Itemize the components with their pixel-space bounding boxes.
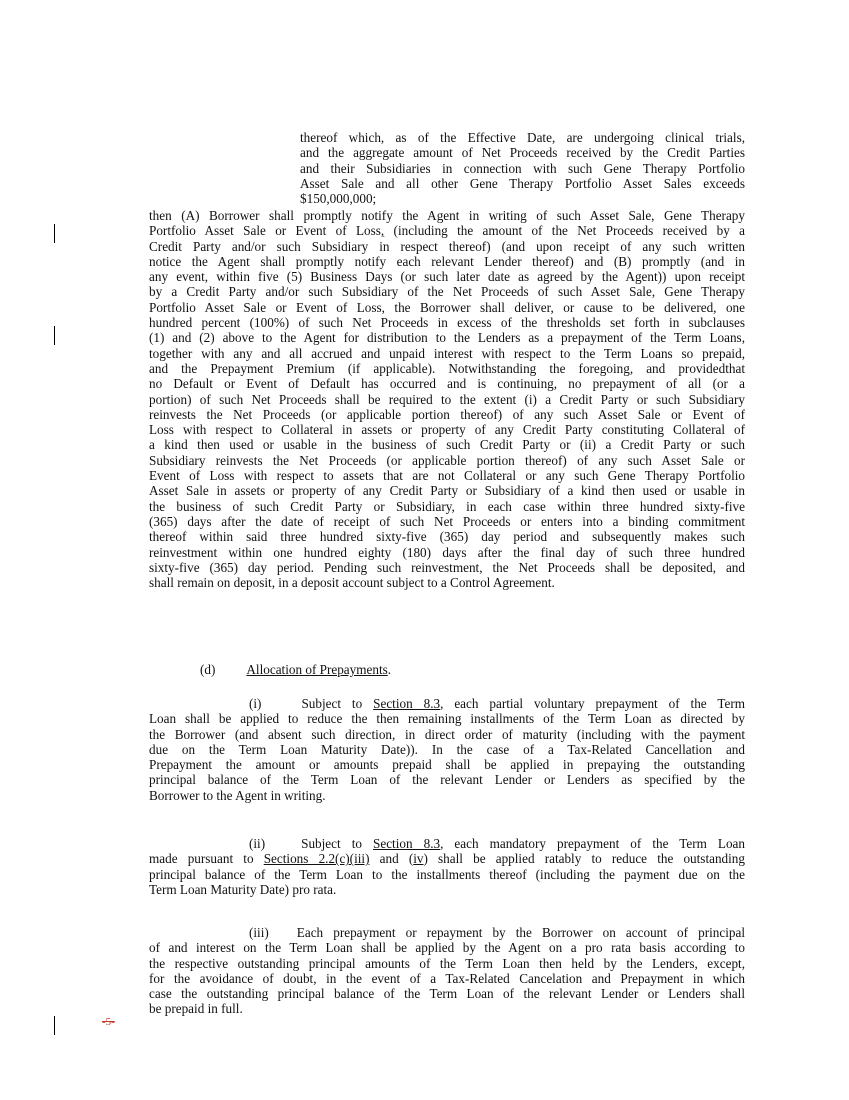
text-line: Asset Sale and all other Gene Therapy Portfolio Asset Sales exceeds [300,175,745,191]
text-line [149,696,745,711]
subsection-i [149,696,745,803]
text-run: made pursuant to [149,851,264,867]
text-line: (1) and (2) above to the Agent for distribution to the Lenders as a prepayment of the Term Loans, [149,330,745,346]
text-line: the business of such Credit Party or Subsidiary, in each case within three hundred sixty-five [149,498,745,514]
section-reference: Sections 2.2(c)(iii) [263,851,370,867]
inserted-comma: , [380,223,385,239]
text-line: Loss with respect to Collateral in assets or property of any Credit Party constituting Collateral of [149,422,745,438]
section-title: Allocation of Prepayments [246,662,388,677]
section-reference: Section 8.3 [373,696,441,711]
text-line: principal balance of the Term Loan of the relevant Lender or Lenders as specified by the [149,772,745,788]
text-line: be prepaid in full. [149,1001,243,1017]
text-run: Portfolio Asset Sale or Event of Loss [149,223,381,239]
text-run: Each prepayment or repayment by the Borrower on account of principal [296,925,745,940]
text-line [149,925,745,940]
subsection-label: (iii) [249,925,269,940]
text-line: Credit Party and/or such Subsidiary in respect thereof) (and upon receipt of any such written [149,238,745,254]
text-line: Loan shall be applied to reduce the then remaining installments of the Term Loan as directed by [149,711,745,727]
subsection-ii [149,836,745,897]
text-line: thereof within said three hundred sixty-five (365) day period and subsequently makes such [149,529,745,545]
text-line: and the Prepayment Premium (if applicable). Notwithstanding the foregoing, and providedthat [149,360,745,376]
text-line: Subsidiary reinvests the Net Proceeds (or applicable portion thereof) of any such Asset Sale or [149,452,745,468]
text-line: reinvestment within one hundred eighty (180) days after the final day of such three hundred [149,544,745,560]
text-run: (including the amount of the Net Proceeds received by a [384,223,745,239]
text-line: Asset Sale in assets or property of any Credit Party or Subsidiary of a kind then used or usable in [149,483,745,499]
text-line: due on the Term Loan Maturity Date)). In the case of a Tax-Related Cancellation and [149,741,745,757]
clause-top [300,130,745,206]
text-line [149,836,745,851]
text-line: Term Loan Maturity Date) pro rata. [149,881,337,897]
text-line: Portfolio Asset Sale or Event of Loss, the Borrower shall deliver, or cause to be delivered, one [149,299,745,315]
text-line: then (A) Borrower shall promptly notify the Agent in writing of such Asset Sale, Gene Therapy [149,208,745,223]
text-line: a kind then used or usable in the business of such Credit Party or (ii) a Credit Party or such [149,437,745,453]
text-run: Subject to [301,836,374,851]
text-line: case the outstanding principal balance of the Term Loan of the relevant Lender or Lenders shall [149,986,745,1002]
text-run: , each partial voluntary prepayment of the Term [440,696,745,711]
text-line: of and interest on the Term Loan shall be applied by the Agent on a pro rata basis according to [149,940,745,956]
text-line: (365) days after the date of receipt of such Net Proceeds or enters into a binding commitment [149,513,745,529]
text-line: together with any and all accrued and unpaid interest with respect to the Term Loans so prepaid, [149,345,745,361]
text-run: ) shall be applied ratably to reduce the outstanding [423,851,745,867]
main-paragraph [149,208,745,590]
text-run: , each mandatory prepayment of the Term Loan [440,836,745,851]
text-line [149,223,745,238]
change-bar [54,1016,55,1035]
text-line: Borrower to the Agent in writing. [149,787,326,803]
text-line: reinvests the Net Proceeds (or applicable portion thereof) of any such Asset Sale or Event of [149,406,745,422]
section-label: (d) [200,662,216,677]
text-line: and their Subsidiaries in connection with such Gene Therapy Portfolio [300,160,745,176]
text-run: and ( [369,851,414,867]
section-d-heading [200,662,600,677]
section-reference: Section 8.3 [373,836,441,851]
text-run: Subject to [301,696,374,711]
text-line: for the avoidance of doubt, in the event of a Tax-Related Cancelation and Prepayment in which [149,970,745,986]
text-line: shall remain on deposit, in a deposit account subject to a Control Agreement. [149,575,555,591]
text-line: notice the Agent shall promptly notify each relevant Lender thereof) and (B) promptly (and in [149,253,745,269]
section-reference: iv [413,851,424,867]
text-line: the Borrower (and absent such direction, in direct order of maturity (including with the payment [149,726,745,742]
subsection-label: (ii) [249,836,266,851]
text-line: principal balance of the Term Loan to the installments thereof (including the payment due on the [149,866,745,882]
text-line: Prepayment the amount or amounts prepaid shall be applied in prepaying the outstanding [149,757,745,773]
subsection-label: (i) [249,696,262,711]
section-title-end: . [387,662,392,677]
text-line [149,851,745,866]
text-line: sixty-five (365) day period. Pending such reinvestment, the Net Proceeds shall be deposited, and [149,559,745,575]
text-line: $150,000,000; [300,191,377,207]
text-line: portion) of such Net Proceeds shall be required to the extent (i) a Credit Party or such Subsidiary [149,391,745,407]
text-line: and the aggregate amount of Net Proceeds received by the Credit Parties [300,145,745,161]
text-line: any event, within five (5) Business Days (or such later date as agreed by the Agent)) upon receipt [149,269,745,285]
text-line: the respective outstanding principal amounts of the Term Loan then held by the Lenders, except, [149,955,745,971]
text-line: no Default or Event of Default has occurred and is continuing, no prepayment of all (or a [149,376,745,392]
change-bar [54,326,55,345]
text-line: thereof which, as of the Effective Date, are undergoing clinical trials, [300,130,745,145]
change-bar [54,224,55,243]
text-line: Event of Loss with respect to assets that are not Collateral or any such Gene Therapy Portfolio [149,468,745,484]
text-line: hundred percent (100%) of such Net Proceeds in excess of the thresholds set forth in subclauses [149,315,745,331]
page-number: -5- [102,1016,115,1028]
text-line: by a Credit Party and/or such Subsidiary of the Net Proceeds of such Asset Sale, Gene Therapy [149,284,745,300]
subsection-iii [149,925,745,1017]
